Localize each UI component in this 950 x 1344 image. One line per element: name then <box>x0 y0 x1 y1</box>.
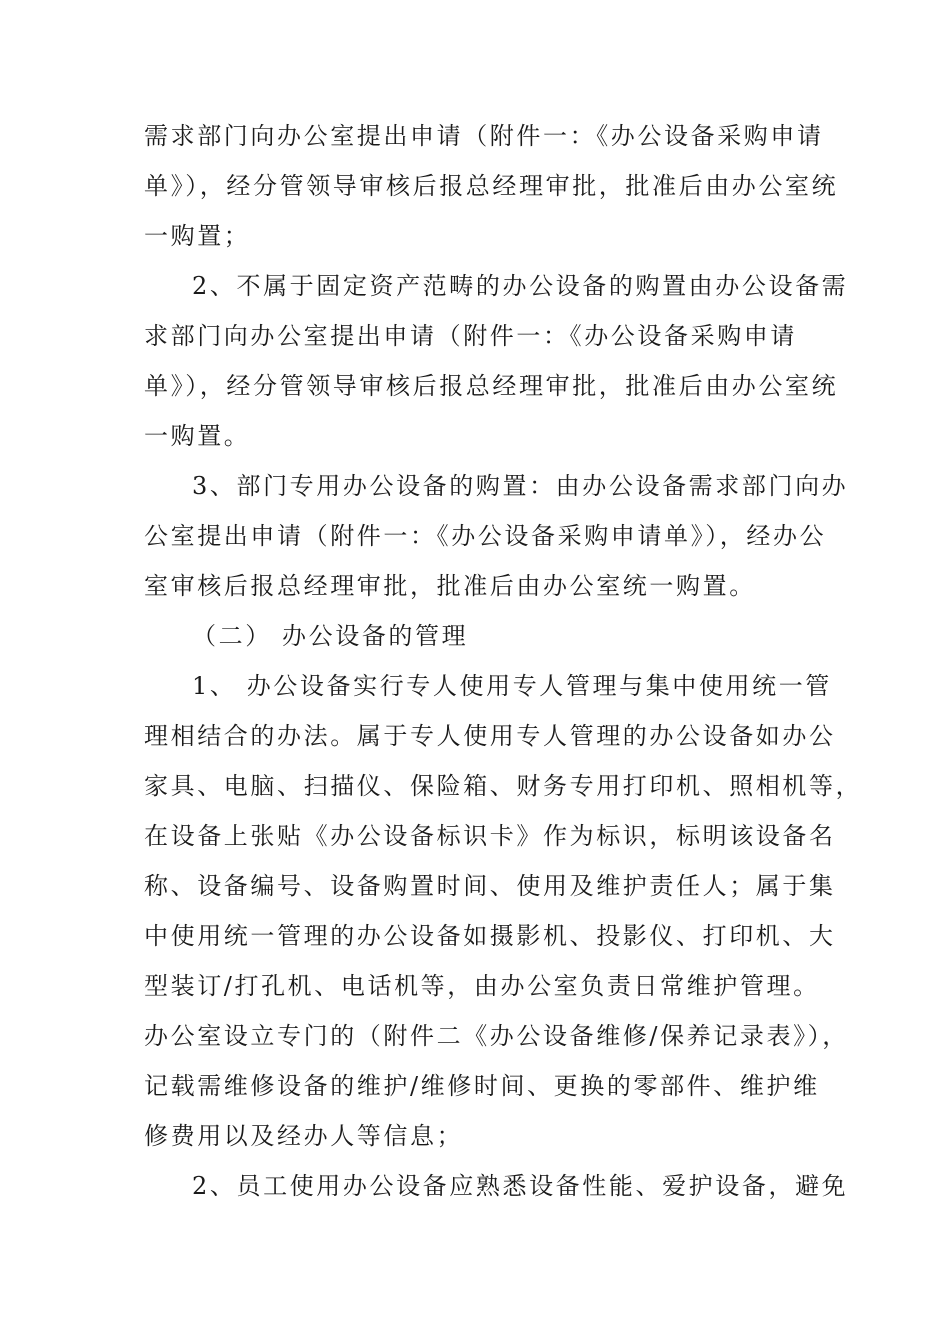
text-line: 一购置； <box>144 222 251 250</box>
text-line: 室审核后报总经理审批，批准后由办公室统一购置。 <box>144 572 756 600</box>
text-line: 中使用统一管理的办公设备如摄影机、投影仪、打印机、大 <box>144 922 836 950</box>
paragraph-start-line: 2、员工使用办公设备应熟悉设备性能、爱护设备，避免 <box>192 1172 849 1200</box>
text-line: 单》），经分管领导审核后报总经理审批，批准后由办公室统 <box>144 372 839 400</box>
text-line: 公室提出申请（附件一：《办公设备采购申请单》），经办公 <box>144 522 827 550</box>
paragraph-start-line: 2、不属于固定资产范畴的办公设备的购置由办公设备需 <box>192 272 849 300</box>
text-line: 理相结合的办法。属于专人使用专人管理的办公设备如办公 <box>144 722 836 750</box>
text-line: 家具、电脑、扫描仪、保险箱、财务专用打印机、照相机等， <box>144 772 863 800</box>
paragraph-start-line: 3、部门专用办公设备的购置：由办公设备需求部门向办 <box>192 472 849 500</box>
text-line: 办公室设立专门的（附件二《办公设备维修/保养记录表》）， <box>144 1022 849 1050</box>
paragraph-start-line: 1、 办公设备实行专人使用专人管理与集中使用统一管 <box>192 672 832 700</box>
text-line: 修费用以及经办人等信息； <box>144 1122 464 1150</box>
text-line: 记载需维修设备的维护/维修时间、更换的零部件、维护维 <box>144 1072 820 1100</box>
section-heading: （二） 办公设备的管理 <box>192 622 469 650</box>
text-line: 在设备上张贴《办公设备标识卡》作为标识，标明该设备名 <box>144 822 836 850</box>
text-line: 需求部门向办公室提出申请（附件一：《办公设备采购申请 <box>144 122 824 150</box>
text-line: 称、设备编号、设备购置时间、使用及维护责任人；属于集 <box>144 872 836 900</box>
text-line: 单》），经分管领导审核后报总经理审批，批准后由办公室统 <box>144 172 839 200</box>
text-line: 型装订/打孔机、电话机等，由办公室负责日常维护管理。 <box>144 972 820 1000</box>
text-line: 求部门向办公室提出申请（附件一：《办公设备采购申请 <box>144 322 797 350</box>
text-line: 一购置。 <box>144 422 251 450</box>
